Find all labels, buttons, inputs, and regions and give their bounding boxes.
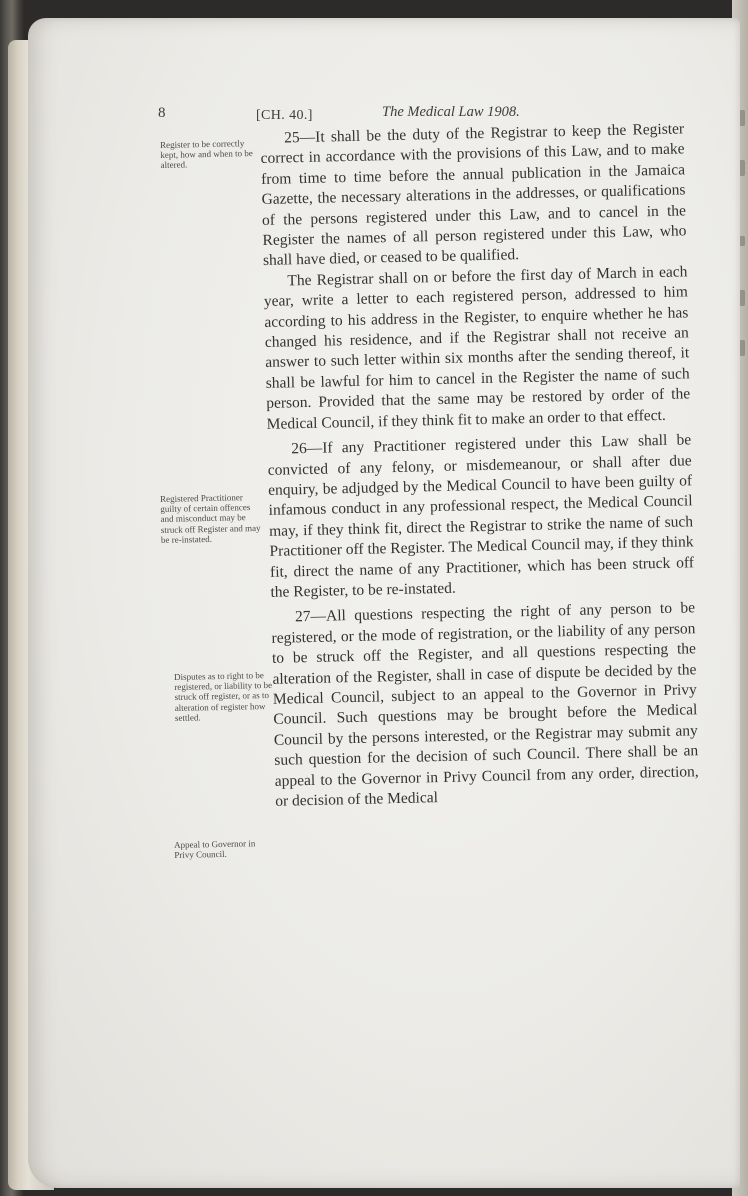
marginal-note: Register to be correctly kept, how and when to be altered. xyxy=(160,138,253,171)
marginal-note: Disputes as to right to be registered, or liability to be struck off register, or as to alteration of register how settled. xyxy=(174,670,273,723)
document-page xyxy=(28,18,740,1188)
marginal-note: Registered Practitioner guilty of certain offences and misconduct may be struck off Register and may be re-instated. xyxy=(160,492,261,545)
page-number: 8 xyxy=(158,105,166,121)
marginal-note: Appeal to Governor in Privy Council. xyxy=(174,838,256,861)
running-title: The Medical Law 1908. xyxy=(382,104,520,120)
section-25-continuation: The Registrar shall on or before the first day of March in each year, write a letter to each registered person, addressed to him according to his address in the Register, to enquire whether he has changed his residence, and if the Registrar shall not receive an answer to such letter within six months after the sending thereof, it shall be lawful for him to cancel in the Register the name of such person. Provided that the same may be restored by order of the Medical Council, if they think fit to make an order to that effect. xyxy=(263,263,691,433)
section-26-paragraph: 26—If any Practitioner registered under this Law shall be convicted of any felony, or misdemeanour, or shall after due enquiry, be adjudged by the Medical Council to have been guilty of infamous conduct in any professional respect, the Medical Council may, if they think fit, direct the Registrar to strike the name of such Practitioner off the Register. The Medical Council may, if they think fit, direct the name of any Practitioner, which has been struck off the Register, to be re-instated. xyxy=(267,431,695,601)
section-25-paragraph: 25—It shall be the duty of the Registrar to keep the Register correct in accordance with the provisions of this Law, and to make from time to time before the annual publication in the Jamaica Gazette, the necessary alterations in the addresses, or qualifications of the persons registered under this Law, and to cancel in the Register the names of all person registered under this Law, who shall have died, or ceased to be qualified. xyxy=(260,120,687,270)
section-27-paragraph: 27—All questions respecting the right of any person to be registered, or the mode of registration, or the liability of any person to be struck off the Register, and all questions respecting the alteration of the Register, shall in case of dispute be decided by the Medical Council, subject to an appeal to the Governor in Privy Council. Such questions may be brought before the Medical Council by the persons interested, or the Registrar may submit any such question for the decision of such Council. There shall be an appeal to the Governor in Privy Council from any order, direction, or decision of the Medical xyxy=(271,599,699,810)
body-text xyxy=(260,119,699,812)
chapter-reference: [CH. 40.] xyxy=(256,108,313,123)
